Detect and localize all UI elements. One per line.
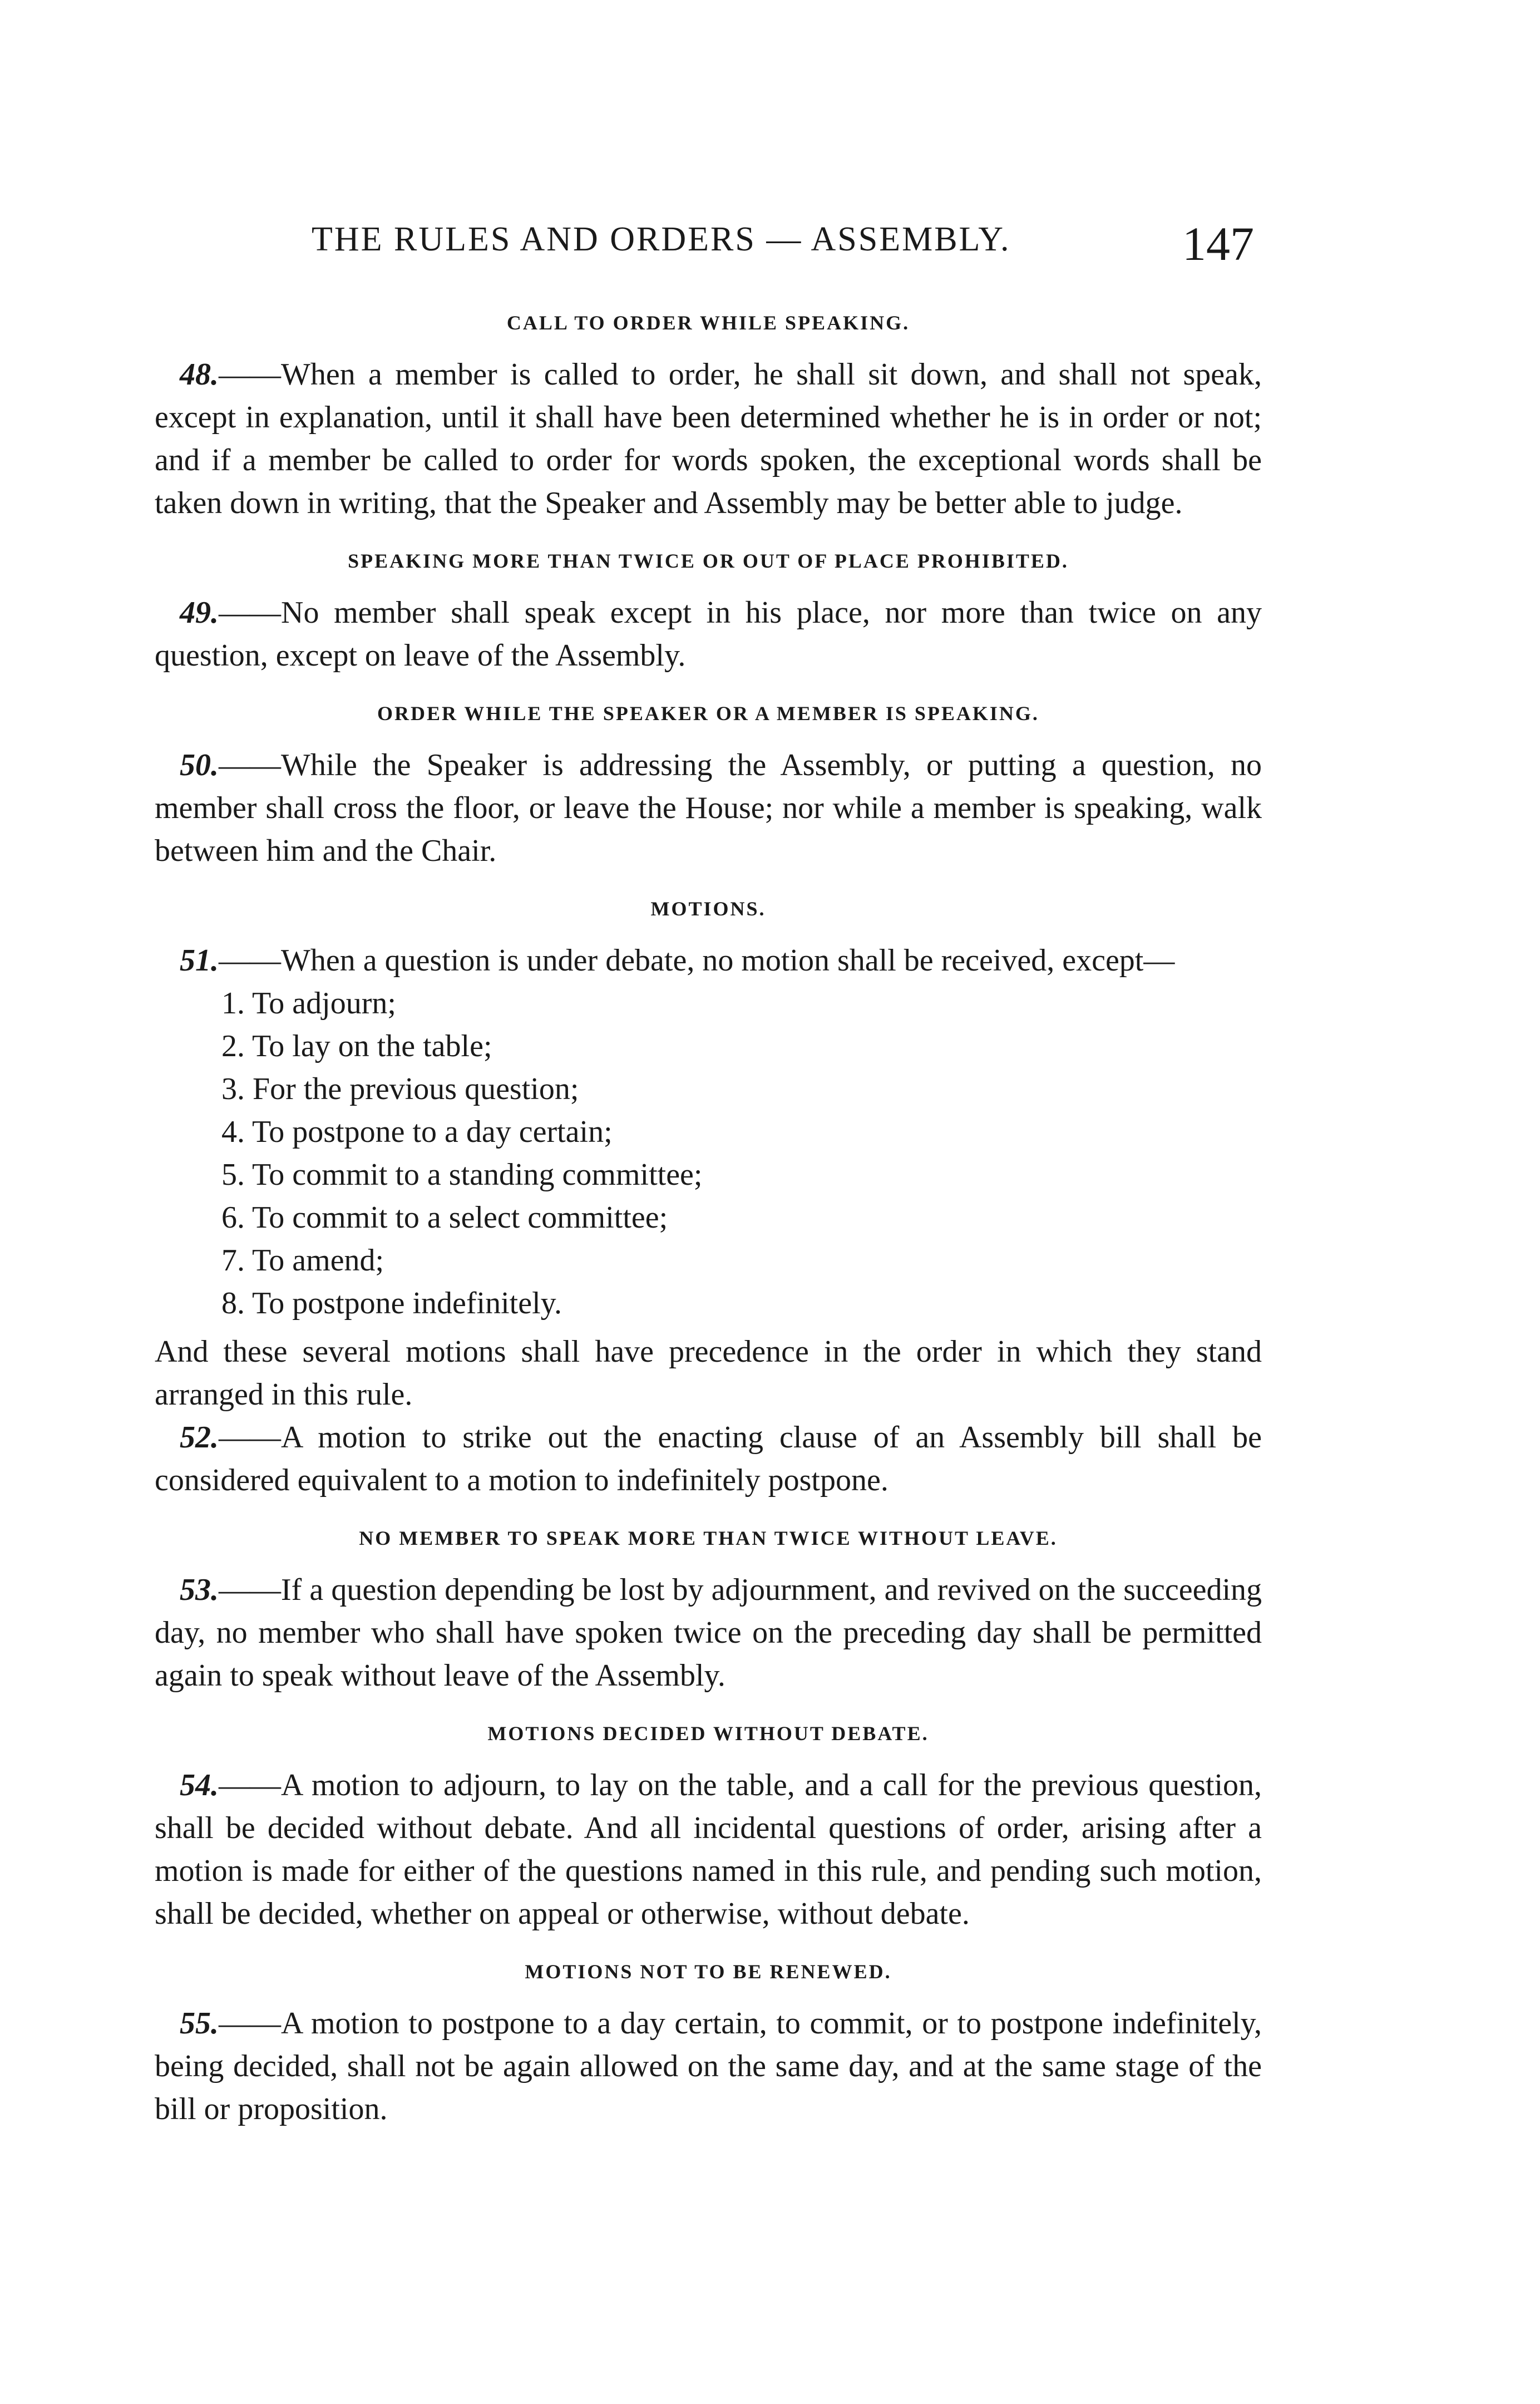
rule-paragraph	[155, 353, 1262, 525]
rule-number: 55.	[180, 2006, 219, 2041]
rule-text: ——If a question depending be lost by adjournment, and revived on the succeeding day, no member who shall have spoken twice on the preceding day shall be permitted again to speak without leave of the Assembly.	[155, 1573, 1262, 1693]
rule-number: 53.	[180, 1573, 219, 1607]
section-heading: MOTIONS NOT TO BE RENEWED.	[525, 1960, 892, 1983]
rule-text: ——A motion to strike out the enacting clause of an Assembly bill shall be considered equivalent to a motion to indefinitely postpone.	[155, 1420, 1262, 1497]
rule-number: 50.	[180, 748, 219, 782]
rule-text: ——When a question is under debate, no motion shall be received, except—	[219, 943, 1175, 978]
rule-number: 54.	[180, 1768, 219, 1802]
list-item: 6. To commit to a select committee;	[221, 1200, 668, 1235]
rule-paragraph	[155, 1416, 1262, 1502]
list-item: 3. For the previous question;	[221, 1072, 579, 1106]
list-item: 4. To postpone to a day certain;	[221, 1115, 613, 1149]
list-item: 2. To lay on the table;	[221, 1029, 492, 1063]
rule-text: ——When a member is called to order, he shall sit down, and shall not speak, except in explanation, until it shall have been determined whether he is in order or not; and if a member be called to order for words spoken, the exceptional words shall be taken down in writing, that the Speaker and Assembly may be better able to judge.	[155, 357, 1262, 520]
rule-continuation: And these several motions shall have precedence in the order in which they stand arranged in this rule.	[155, 1334, 1262, 1412]
list-item: 5. To commit to a standing committee;	[221, 1157, 703, 1192]
section-heading: CALL TO ORDER WHILE SPEAKING.	[506, 312, 910, 334]
section-heading: NO MEMBER TO SPEAK MORE THAN TWICE WITHOUT LEAVE.	[359, 1527, 1058, 1549]
motion-list	[155, 982, 1262, 1325]
rule-number: 48.	[180, 357, 219, 392]
page-number: 147	[1182, 217, 1254, 270]
rule-paragraph	[155, 1764, 1262, 1935]
rule-number: 52.	[180, 1420, 219, 1455]
rule-paragraph	[155, 939, 1262, 982]
rule-text: ——A motion to adjourn, to lay on the table, and a call for the previous question, shall be decided without debate. And all incidental questions of order, arising after a motion is made for either of the questions named in this rule, and pending such motion, shall be decided, whether on appeal or otherwise, without debate.	[155, 1768, 1262, 1931]
section-heading: ORDER WHILE THE SPEAKER OR A MEMBER IS SPEAKING.	[377, 702, 1039, 725]
list-item: 1. To adjourn;	[221, 986, 396, 1021]
rule-number: 49.	[180, 595, 219, 630]
running-header: THE RULES AND ORDERS — ASSEMBLY.	[312, 220, 1011, 258]
list-item: 7. To amend;	[221, 1243, 384, 1278]
section-heading: SPEAKING MORE THAN TWICE OR OUT OF PLACE PROHIBITED.	[348, 550, 1069, 572]
rule-paragraph	[155, 744, 1262, 873]
rule-paragraph	[155, 2002, 1262, 2131]
rule-paragraph	[155, 592, 1262, 677]
rule-text: ——While the Speaker is addressing the Assembly, or putting a question, no member shall cross the floor, or leave the House; nor while a member is speaking, walk between him and the Chair.	[155, 748, 1262, 868]
section-heading: MOTIONS.	[650, 898, 766, 920]
list-item: 8. To postpone indefinitely.	[221, 1286, 562, 1321]
rule-text: ——No member shall speak except in his place, nor more than twice on any question, except on leave of the Assembly.	[155, 595, 1262, 673]
body-text	[155, 309, 1262, 2131]
rule-number: 51.	[180, 943, 219, 978]
section-heading: MOTIONS DECIDED WITHOUT DEBATE.	[487, 1722, 929, 1745]
rule-text: ——A motion to postpone to a day certain, to commit, or to postpone indefinitely, being decided, shall not be again allowed on the same day, and at the same stage of the bill or proposition.	[155, 2006, 1262, 2126]
rule-paragraph	[155, 1569, 1262, 1697]
